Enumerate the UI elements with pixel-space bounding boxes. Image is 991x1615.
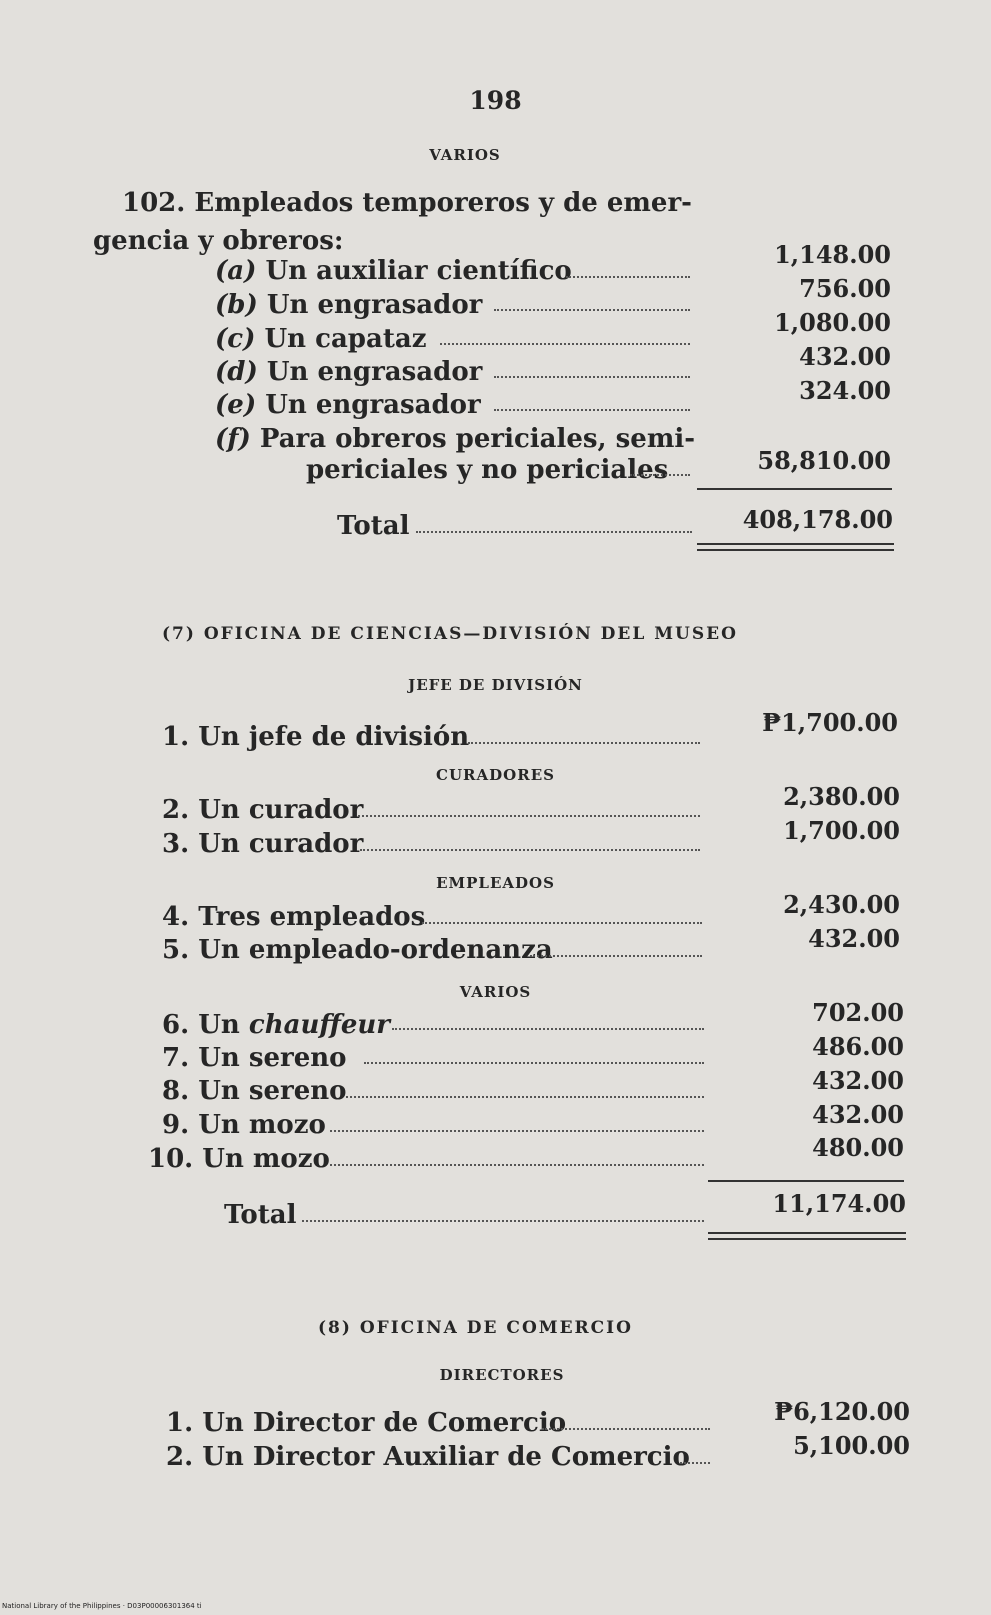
section-7-item-5-amount: 432.00: [808, 924, 900, 953]
varios-heading: VARIOS: [429, 146, 501, 164]
item-102-intro-line1: 102. Empleados temporeros y de emer-: [122, 188, 692, 218]
dot-leader: [330, 1164, 704, 1166]
dot-leader: [530, 955, 702, 957]
section-8-item-1-amount: ₱6,120.00: [774, 1397, 910, 1426]
item-102d-amount: 432.00: [799, 342, 891, 371]
item-number: 3.: [162, 829, 190, 859]
dot-leader: [494, 309, 690, 311]
dot-leader: [360, 849, 700, 851]
item-label: Para obreros periciales, semi-: [259, 424, 696, 454]
item-number: 2.: [162, 795, 190, 825]
directores-heading: DIRECTORES: [439, 1366, 565, 1384]
section-8-title: (8) OFICINA DE COMERCIO: [318, 1318, 633, 1338]
section-7-title: (7) OFICINA DE CIENCIAS—DIVISIÓN DEL MUSEO: [162, 624, 738, 644]
item-label: Un empleado-ordenanza: [198, 935, 553, 965]
section-7-item-7-amount: 486.00: [812, 1032, 904, 1061]
section-7-item-4-amount: 2,430.00: [783, 890, 900, 919]
item-label: Un Director de Comercio: [202, 1408, 567, 1438]
item-label: Un sereno: [198, 1076, 347, 1106]
section-7-item-2: [162, 795, 363, 825]
jefe-heading: JEFE DE DIVISIÓN: [408, 676, 583, 694]
section-7-item-10: [148, 1144, 330, 1174]
section-8-item-2: [166, 1442, 690, 1472]
item-102f-label-line2: periciales y no periciales: [306, 455, 669, 485]
dot-leader: [346, 1096, 704, 1098]
dot-leader: [364, 1062, 704, 1064]
item-label: Un engrasador: [266, 357, 483, 387]
item-102-intro-line2: gencia y obreros:: [93, 226, 344, 256]
dot-leader: [494, 376, 690, 378]
item-letter: (b): [215, 290, 258, 320]
dot-leader: [468, 742, 700, 744]
total-label: Total: [337, 511, 410, 541]
item-label: Un capataz: [264, 324, 427, 354]
item-number: 8.: [162, 1076, 190, 1106]
item-number: 4.: [162, 902, 190, 932]
item-label: Un sereno: [198, 1043, 347, 1073]
dot-leader: [494, 409, 690, 411]
section-7-total-label: Total: [224, 1200, 297, 1230]
dot-leader: [440, 343, 690, 345]
section-7-item-8: [162, 1076, 347, 1106]
section-7-item-1-amount: ₱1,700.00: [762, 708, 898, 737]
item-label: Un mozo: [198, 1110, 326, 1140]
item-letter: (a): [215, 256, 257, 286]
section-7-item-9: [162, 1110, 326, 1140]
total-amount: 408,178.00: [742, 505, 893, 534]
item-letter: (d): [215, 357, 258, 387]
section-7-item-8-amount: 432.00: [812, 1066, 904, 1095]
section-7-item-3: [162, 829, 363, 859]
section-7-item-10-amount: 480.00: [812, 1133, 904, 1162]
curadores-heading: CURADORES: [436, 766, 555, 784]
section-8-item-1: [166, 1408, 566, 1438]
item-label: Tres empleados: [198, 902, 426, 932]
section-7-item-6-amount: 702.00: [812, 998, 904, 1027]
item-number: 2.: [166, 1442, 194, 1472]
dot-leader: [416, 531, 692, 533]
item-letter: (e): [215, 390, 257, 420]
dot-leader: [542, 1428, 710, 1430]
item-102f-row: [215, 424, 695, 454]
section-7-item-7: [162, 1043, 347, 1073]
item-number: 1.: [166, 1408, 194, 1438]
item-102c-row: [215, 324, 426, 354]
dot-leader: [392, 1028, 704, 1030]
section-7-item-6: [162, 1010, 390, 1040]
item-102f-amount: 58,810.00: [757, 446, 891, 475]
item-label: Un Director Auxiliar de Comercio: [202, 1442, 690, 1472]
item-102b-amount: 756.00: [799, 274, 891, 303]
item-label: Un curador: [198, 829, 364, 859]
item-102a-amount: 1,148.00: [774, 240, 891, 269]
dot-leader: [630, 474, 690, 476]
item-number: 10.: [148, 1144, 194, 1174]
item-102d-row: [215, 357, 482, 387]
item-label: Un jefe de división: [198, 722, 470, 752]
item-102e-amount: 324.00: [799, 376, 891, 405]
dot-leader: [330, 1130, 704, 1132]
sum-rule: [697, 488, 892, 490]
item-102a-row: [215, 256, 572, 286]
item-label: Un engrasador: [265, 390, 481, 420]
dot-leader: [422, 922, 702, 924]
item-label: Un mozo: [202, 1144, 330, 1174]
section-8-item-2-amount: 5,100.00: [793, 1431, 910, 1460]
section-7-total-amount: 11,174.00: [772, 1189, 906, 1218]
footer-archive-label: National Library of the Philippines · D03P00006301364 ti: [2, 1602, 202, 1610]
item-number: 7.: [162, 1043, 190, 1073]
section-7-item-1: [162, 722, 469, 752]
section-7-item-9-amount: 432.00: [812, 1100, 904, 1129]
item-number: 1.: [162, 722, 190, 752]
item-letter: (f): [215, 424, 251, 454]
item-102e-row: [215, 390, 481, 420]
item-number: 5.: [162, 935, 190, 965]
section-7-item-3-amount: 1,700.00: [783, 816, 900, 845]
total-double-rule: [697, 543, 894, 551]
item-label: Un auxiliar científico: [265, 256, 572, 286]
item-label-prefix: Un: [198, 1010, 240, 1040]
item-label-italic: chauffeur: [248, 1010, 390, 1040]
item-102c-amount: 1,080.00: [774, 308, 891, 337]
sum-rule-2: [708, 1180, 904, 1182]
item-label: Un curador: [198, 795, 364, 825]
item-number: 9.: [162, 1110, 190, 1140]
dot-leader: [358, 815, 700, 817]
item-letter: (c): [215, 324, 256, 354]
section-7-item-4: [162, 902, 425, 932]
empleados-heading: EMPLEADOS: [436, 874, 555, 892]
item-number: 6.: [162, 1010, 190, 1040]
varios-heading-2: VARIOS: [459, 983, 532, 1001]
dot-leader: [302, 1220, 704, 1222]
section-7-item-2-amount: 2,380.00: [783, 782, 900, 811]
dot-leader: [566, 276, 690, 278]
section-7-item-5: [162, 935, 553, 965]
item-102b-row: [215, 290, 482, 320]
page-number: 198: [469, 86, 522, 115]
total-double-rule-2: [708, 1232, 906, 1240]
dot-leader: [680, 1462, 710, 1464]
item-label: Un engrasador: [266, 290, 483, 320]
